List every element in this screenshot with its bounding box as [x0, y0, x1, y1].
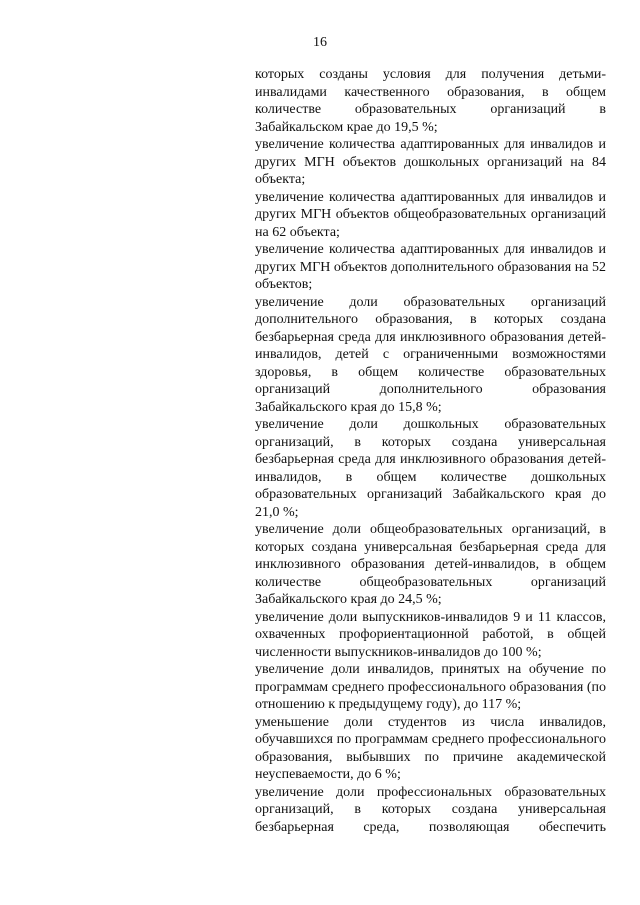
paragraph-general-share: увеличение доли общеобразовательных организаций, в которых создана универсальная безбарьерная среда для инклюзивного образования детей-инвалидов, в общем количестве общеобразовательных организаций Забайкальского края до 24,5 %; [255, 522, 606, 607]
paragraph-graduates-share: увеличение доли выпускников-инвалидов 9 и 11 классов, охваченных профориентационной работой, в общей численности выпускников-инвалидов до 100 %; [255, 609, 606, 660]
paragraph-continuation: которых созданы условия для получения детьми-инвалидами качественного образования, в общем количестве образовательных организаций в Забайкальском крае до 19,5 %; [255, 67, 606, 135]
page-number: 16 [313, 35, 327, 50]
paragraph-general-objects: увеличение количества адаптированных для инвалидов и других МГН объектов общеобразовательных организаций на 62 объекта; [255, 189, 606, 240]
paragraph-admitted-share: увеличение доли инвалидов, принятых на обучение по программам среднего профессионального образования (по отношению к предыдущему году), до 117 %; [255, 662, 606, 712]
paragraph-professional-share: увеличение доли профессиональных образовательных организаций, в которых создана универсальная безбарьерная среда, позволяющая обеспечить [255, 784, 606, 835]
paragraph-dropout-share: уменьшение доли студентов из числа инвалидов, обучавшихся по программам среднего профессионального образования, выбывших по причине академической неуспеваемости, до 6 %; [255, 714, 606, 782]
paragraph-preschool-share: увеличение доли дошкольных образовательных организаций, в которых создана универсальная безбарьерная среда для инклюзивного образования детей-инвалидов, в общем количестве дошкольных образовательных организаций Забайкальского края до 21,0 %; [255, 417, 606, 520]
paragraph-preschool-objects: увеличение количества адаптированных для инвалидов и других МГН объектов дошкольных организаций на 84 объекта; [255, 137, 606, 187]
document-body [255, 66, 606, 836]
paragraph-additional-education-share: увеличение доли образовательных организаций дополнительного образования, в которых создана безбарьерная среда для инклюзивного образования детей-инвалидов, детей с ограниченными возможностями здоровья, в общем количестве образовательных организаций дополнительного образования Забайкальского края до 15,8 %; [255, 294, 606, 415]
paragraph-additional-objects: увеличение количества адаптированных для инвалидов и других МГН объектов дополнительного образования на 52 объектов; [255, 242, 606, 292]
